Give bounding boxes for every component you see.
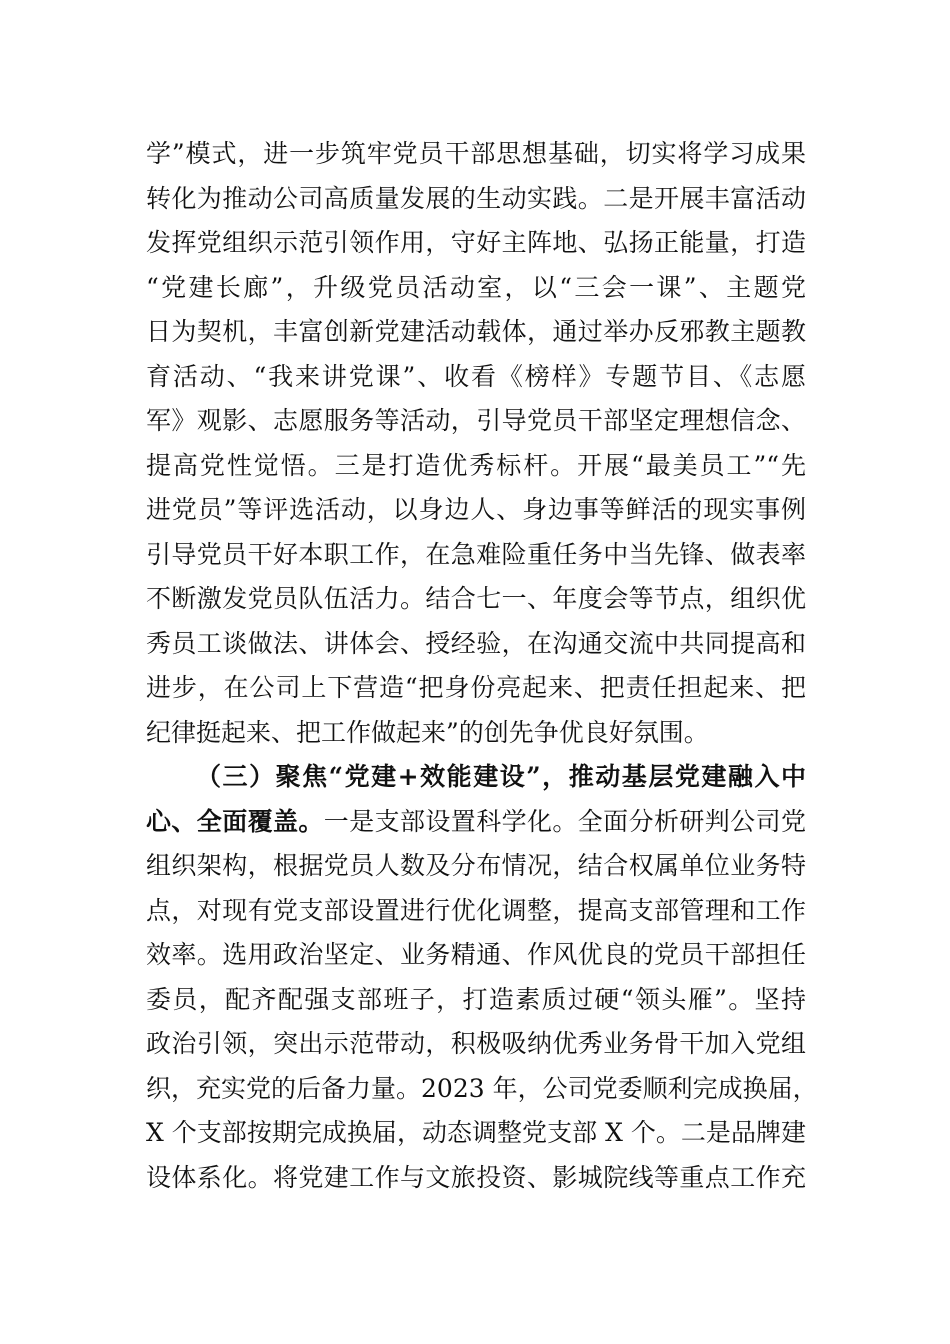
text-line: 委员，配齐配强支部班子，打造素质过硬“领头雁”。坚持 [146,984,806,1014]
text-line: 进党员”等评选活动，以身边人、身边事等鲜活的现实事例 [146,495,806,524]
text-line: 发挥党组织示范引领作用，守好主阵地、弘扬正能量，打造 [146,228,806,257]
text-line: 提高党性觉悟。三是打造优秀标杆。开展“最美员工”“先 [146,450,806,480]
text-line: 设体系化。将党建工作与文旅投资、影城院线等重点工作充 [146,1162,806,1192]
text-line-rest: 一是支部设置科学化。全面分析研判公司党 [323,806,806,836]
text-line: 学”模式，进一步筑牢党员干部思想基础，切实将学习成果 [146,139,806,168]
paragraph-party-activities [146,132,806,755]
text-line [146,800,806,845]
paragraph-efficiency-building [146,755,818,1200]
text-line: X 个支部按期完成换届，动态调整党支部 X 个。二是品牌建 [146,1118,806,1147]
text-line: 不断激发党员队伍活力。结合七一、年度会等节点，组织优 [146,584,806,613]
text-line: 进步，在公司上下营造“把身份亮起来、把责任担起来、把 [146,673,806,702]
text-line: 政治引领，突出示范带动，积极吸纳优秀业务骨干加入党组 [146,1029,806,1058]
text-line: 纪律挺起来、把工作做起来”的创先争优良好氛围。 [146,717,709,747]
text-line: 育活动、“我来讲党课”、收看《榜样》专题节目、《志愿 [146,361,806,391]
text-line: 组织架构，根据党员人数及分布情况，结合权属单位业务特 [146,851,806,880]
text-line: 织，充实党的后备力量。2023 年，公司党委顺利完成换届， [146,1073,818,1103]
text-line: 秀员工谈做法、讲体会、授经验，在沟通交流中共同提高和 [146,628,806,658]
text-line: 引导党员干好本职工作，在急难险重任务中当先锋、做表率 [146,539,806,569]
text-line: 日为契机，丰富创新党建活动载体，通过举办反邪教主题教 [146,317,806,346]
section-heading: （三）聚焦“党建+效能建设”，推动基层党建融入中 [196,762,806,791]
section-heading-continued: 心、全面覆盖。 [146,806,324,836]
text-line: 军》观影、志愿服务等活动，引导党员干部坚定理想信念、 [146,406,806,435]
text-line: 点，对现有党支部设置进行优化调整，提高支部管理和工作 [146,895,806,925]
text-line: 转化为推动公司高质量发展的生动实践。二是开展丰富活动 [146,183,806,213]
text-line: 效率。选用政治坚定、业务精通、作风优良的党员干部担任 [146,940,806,969]
text-line: “党建长廊”，升级党员活动室，以“三会一课”、主题党 [146,272,806,302]
